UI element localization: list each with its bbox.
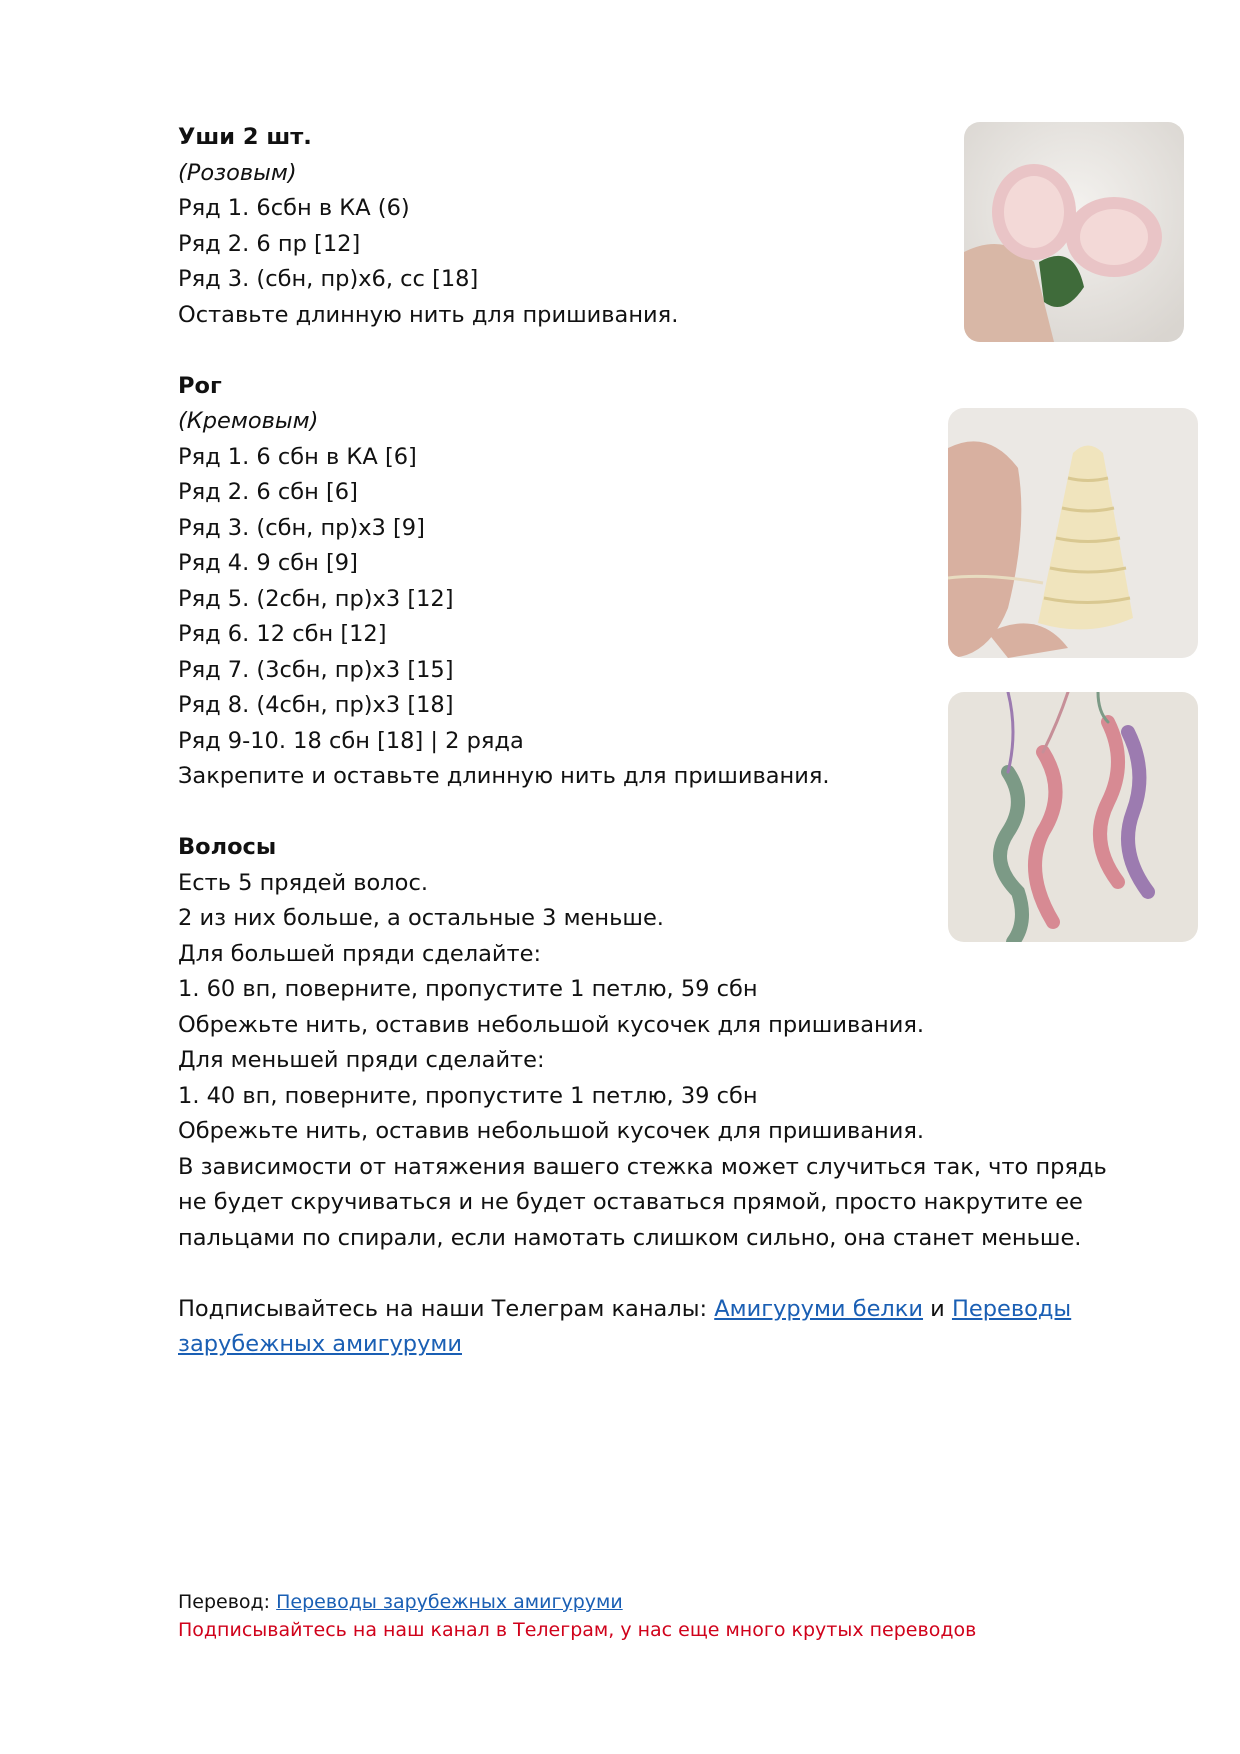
footer <box>178 1588 976 1644</box>
hair-line: Для меньшей пряди сделайте: <box>178 1047 545 1073</box>
subscribe-joiner: и <box>923 1295 952 1322</box>
footer-subscribe-note: Подписывайтесь на наш канал в Телеграм, у нас еще много крутых переводов <box>178 1619 977 1641</box>
hair-note-line: не будет скручиваться и не будет оставаться прямой, просто накрутите ее <box>178 1189 1083 1215</box>
ears-photo <box>964 122 1184 342</box>
ears-row: Ряд 2. 6 пр [12] <box>178 230 361 257</box>
hair-line: Обрежьте нить, оставив небольшой кусочек для пришивания. <box>178 1118 925 1144</box>
ears-color: (Розовым) <box>178 159 297 186</box>
link-translations-part2[interactable]: зарубежных амигуруми <box>178 1331 462 1357</box>
link-amigurumi-squirrels[interactable]: Амигуруми белки <box>714 1295 924 1322</box>
hair-line: Есть 5 прядей волос. <box>178 869 428 896</box>
horn-row: Ряд 9-10. 18 сбн [18] | 2 ряда <box>178 727 524 754</box>
horn-color: (Кремовым) <box>178 408 319 434</box>
ears-row: Оставьте длинную нить для пришивания. <box>178 301 679 328</box>
horn-row: Ряд 7. (3сбн, пр)х3 [15] <box>178 656 454 683</box>
hair-note-line: пальцами по спирали, если намотать слишком сильно, она станет меньше. <box>178 1224 1082 1251</box>
horn-row: Ряд 2. 6 сбн [6] <box>178 479 358 505</box>
subscribe-prefix: Подписывайтесь на наши Телеграм каналы: <box>178 1295 715 1322</box>
ears-row: Ряд 1. 6сбн в КА (6) <box>178 195 410 221</box>
hair-line: 1. 40 вп, поверните, пропустите 1 петлю, 39 сбн <box>178 1082 758 1109</box>
horn-row: Ряд 3. (сбн, пр)х3 [9] <box>178 514 425 541</box>
footer-label: Перевод: <box>178 1591 277 1613</box>
link-translations-part1[interactable]: Переводы <box>951 1295 1072 1322</box>
subscribe-line-2 <box>178 1327 1138 1363</box>
horn-row: Ряд 4. 9 сбн [9] <box>178 550 358 576</box>
horn-row: Закрепите и оставьте длинную нить для пришивания. <box>178 763 830 789</box>
ears-title: Уши 2 шт. <box>178 124 312 150</box>
horn-row: Ряд 5. (2сбн, пр)х3 [12] <box>178 585 454 612</box>
hair-note-line: В зависимости от натяжения вашего стежка может случиться так, что прядь <box>178 1153 1107 1180</box>
hair-line: Для большей пряди сделайте: <box>178 940 542 967</box>
subscribe-line <box>178 1292 1138 1328</box>
hair-line: Обрежьте нить, оставив небольшой кусочек для пришивания. <box>178 1011 925 1038</box>
horn-photo <box>948 408 1198 658</box>
hair-photo <box>948 692 1198 942</box>
horn-row: Ряд 8. (4сбн, пр)х3 [18] <box>178 692 454 718</box>
horn-row: Ряд 6. 12 сбн [12] <box>178 621 387 647</box>
hair-line: 1. 60 вп, поверните, пропустите 1 петлю, 59 сбн <box>178 976 758 1002</box>
footer-translations-link[interactable]: Переводы зарубежных амигуруми <box>276 1591 623 1613</box>
horn-title: Рог <box>178 372 222 399</box>
hair-title: Волосы <box>178 834 277 860</box>
horn-row: Ряд 1. 6 сбн в КА [6] <box>178 443 417 470</box>
ears-row: Ряд 3. (сбн, пр)х6, сс [18] <box>178 266 479 292</box>
footer-translation-line <box>178 1588 976 1616</box>
hair-line: 2 из них больше, а остальные 3 меньше. <box>178 905 664 931</box>
